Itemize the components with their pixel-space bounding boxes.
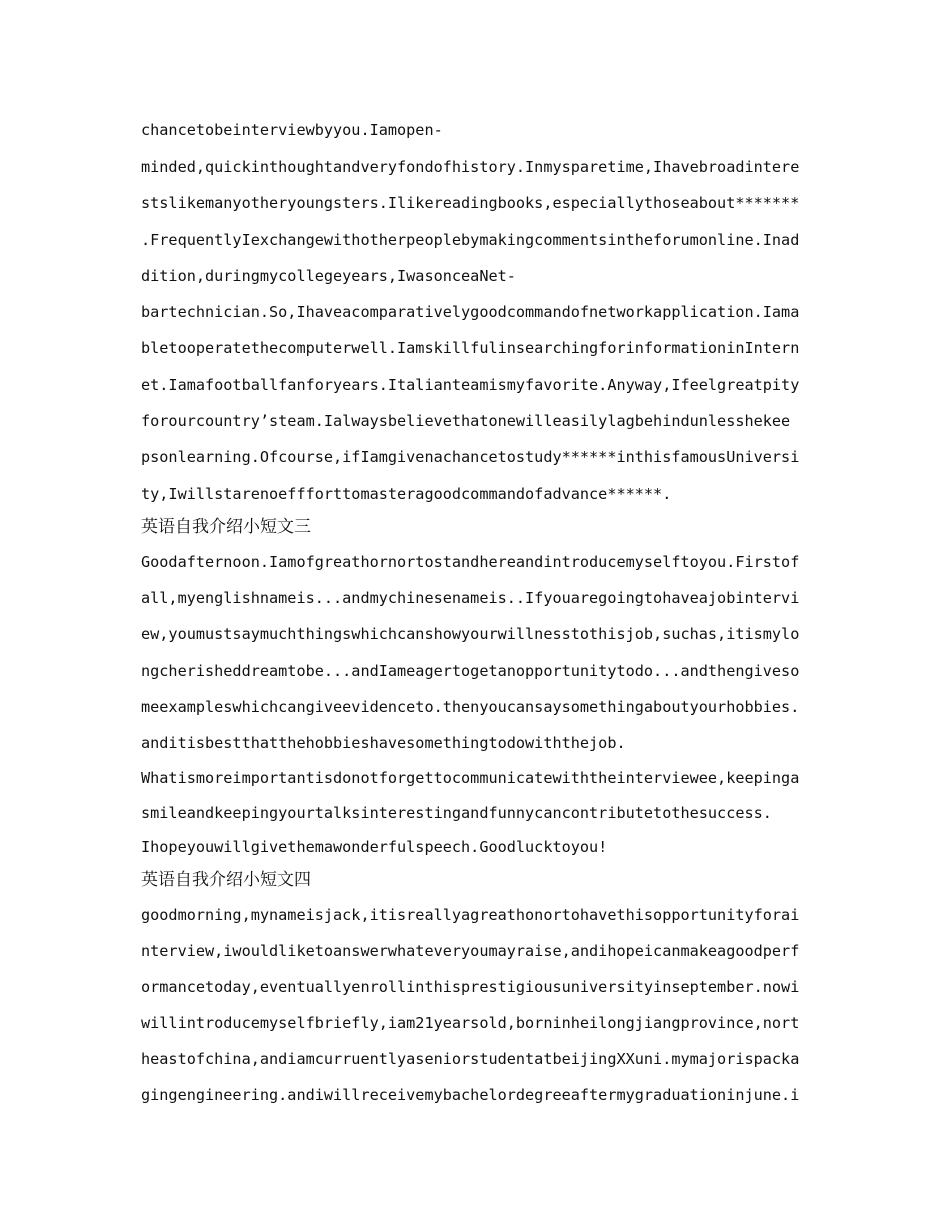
paragraph-line: bletooperatethecomputerwell.IamskillfulinsearchingforinformationinIntern [141,339,800,357]
paragraph-line: willintroducemyselfbriefly,iam21yearsold,borninheilongjiangprovince,nort [141,1014,800,1032]
paragraph-line: smileandkeepingyourtalksinterestingandfunnycancontributetothesuccess. [141,804,772,822]
paragraph-line: stslikemanyotheryoungsters.Ilikereadingbooks,especiallythoseabout******* [141,194,800,212]
paragraph-line: Whatismoreimportantisdonotforgettocommunicatewiththeinterviewee,keepinga [141,769,800,787]
paragraph-line: gingengineering.andiwillreceivemybachelordegreeaftermygraduationinjune.i [141,1086,800,1104]
paragraph-line: ew,youmustsaymuchthingswhichcanshowyourwillnesstothisjob,suchas,itismylo [141,625,800,643]
paragraph-line: anditisbestthatthehobbieshavesomethingtodowiththejob. [141,734,626,752]
paragraph-line: psonlearning.Ofcourse,ifIamgivenachancetostudy******inthisfamousUniversi [141,448,800,466]
paragraph-line: et.Iamafootballfanforyears.Italianteamismyfavorite.Anyway,Ifeelgreatpity [141,376,800,394]
paragraph-line: goodmorning,mynameisjack,itisreallyagreathonortohavethisopportunityforai [141,906,800,924]
section-heading: 英语自我介绍小短文三 [141,517,311,537]
paragraph-line: ormancetoday,eventuallyenrollinthisprestigiousuniversityinseptember.nowi [141,978,800,996]
paragraph-line: minded,quickinthoughtandveryfondofhistory.Inmysparetime,Ihavebroadintere [141,158,800,176]
paragraph-line: dition,duringmycollegeyears,IwasonceaNet- [141,267,516,285]
paragraph-line: .FrequentlyIexchangewithotherpeoplebymakingcommentsintheforumonline.Inad [141,231,800,249]
paragraph-line: forourcountry’steam.Ialwaysbelievethatonewilleasilylagbehindunlesshekee [141,412,791,430]
paragraph-line: nterview,iwouldliketoanswerwhateveryoumayraise,andihopeicanmakeagoodperf [141,942,800,960]
paragraph-line: ty,Iwillstarenoeffforttomasteragoodcommandofadvance******. [141,485,672,503]
section-heading: 英语自我介绍小短文四 [141,870,311,890]
paragraph-line: all,myenglishnameis...andmychinesenameis..Ifyouaregoingtohaveajobintervi [141,589,800,607]
paragraph-line: ngcherisheddreamtobe...andIameagertogetanopportunitytodo...andthengiveso [141,662,800,680]
paragraph-line: bartechnician.So,Ihaveacomparativelygoodcommandofnetworkapplication.Iama [141,303,800,321]
paragraph-line: Ihopeyouwillgivethemawonderfulspeech.Goodlucktoyou! [141,838,608,856]
paragraph-line: heastofchina,andiamcurruentlyaseniorstudentatbeijingXXuni.mymajorispacka [141,1050,800,1068]
paragraph-line: meexampleswhichcangiveevidenceto.thenyoucansaysomethingaboutyourhobbies. [141,698,800,716]
paragraph-line: chancetobeinterviewbyyou.Iamopen- [141,121,443,139]
paragraph-line: Goodafternoon.Iamofgreathornortostandhereandintroducemyselftoyou.Firstof [141,553,800,571]
